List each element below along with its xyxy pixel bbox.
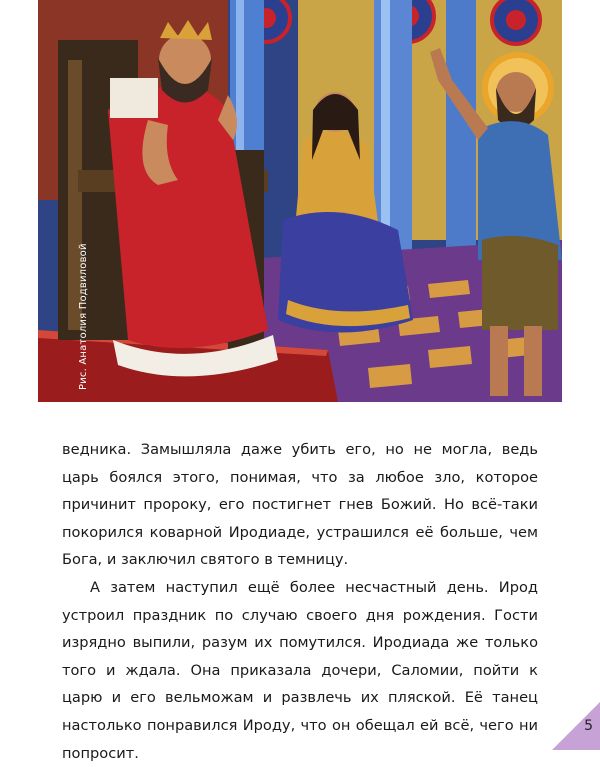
page-number: 5 — [584, 718, 593, 734]
illustration — [38, 0, 562, 402]
illustration-credit: Рис. Анатолия Подвиловой — [78, 243, 89, 390]
paragraph: ведника. Замышляла даже убить его, но не могла, ведь царь боялся этого, понимая, что за любое зло, которое причинит пророку, его постигнет гнев Божий. Но всё-таки покорился коварной Иродиаде, устрашился её больше, чем Бога, и заключил святого в темницу. — [62, 441, 538, 569]
body-text — [62, 436, 538, 767]
paragraph: А затем наступил ещё более несчастный день. Ирод устроил праздник по случаю своего дня рождения. Гости изрядно выпили, разум их помутился. Иродиада же только того и ждала. Она приказала дочери, Саломии, пойти к царю и его вельможам и развлечь их пляской. Её танец настолько понравился Ироду, что он обещал ей всё, чего ни попросит. — [62, 578, 538, 762]
